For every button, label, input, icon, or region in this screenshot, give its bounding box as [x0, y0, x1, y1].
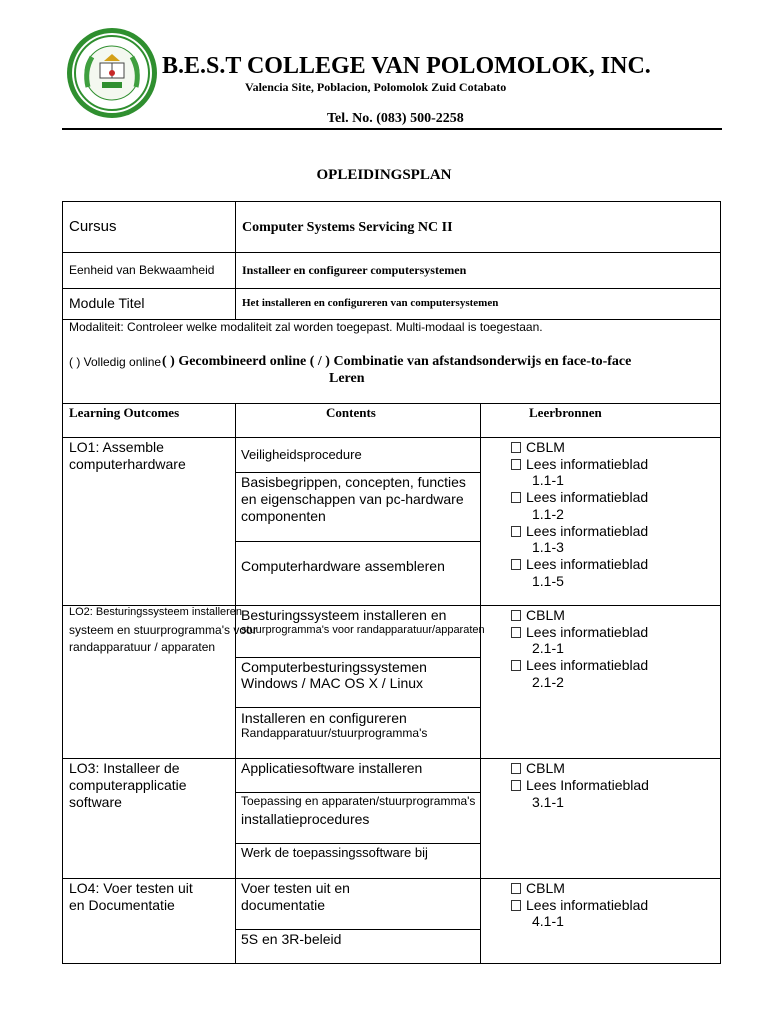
header-learning-outcomes: Learning Outcomes: [69, 405, 180, 420]
content-divider: [235, 792, 481, 793]
course-value: Computer Systems Servicing NC II: [242, 220, 453, 235]
checkbox-icon: [511, 610, 521, 621]
lo2-outcome: systeem en stuurprogramma's voor: [69, 623, 257, 637]
lo3-resource: Lees Informatieblad: [511, 777, 649, 794]
lo4-resource-number: 4.1-1: [532, 913, 564, 929]
row-divider: [62, 758, 721, 759]
lo3-content: Applicatiesoftware installeren: [241, 760, 423, 776]
unit-value: Installeer en configureer computersystemen: [242, 263, 467, 277]
checkbox-icon: [511, 763, 521, 774]
row-divider: [62, 288, 721, 289]
lo2-content: Randapparatuur/stuurprogramma's: [241, 726, 428, 740]
lo1-content: en eigenschappen van pc-hardware: [241, 491, 464, 507]
lo4-outcome: LO4: Voer testen uit: [69, 880, 193, 896]
lo1-content: Basisbegrippen, concepten, functies: [241, 474, 466, 490]
lo1-resource: Lees informatieblad: [511, 489, 648, 506]
lo1-content: Veiligheidsprocedure: [241, 447, 362, 462]
lo1-resource-number: 1.1-3: [532, 539, 564, 555]
lo3-outcome: computerapplicatie: [69, 777, 187, 793]
lo3-content: installatieprocedures: [241, 811, 370, 827]
content-divider: [235, 707, 481, 708]
content-divider: [235, 843, 481, 844]
column-divider: [235, 403, 236, 964]
lo3-resource: CBLM: [511, 760, 565, 777]
content-divider: [235, 472, 481, 473]
checkbox-icon: [511, 459, 521, 470]
lo4-outcome: en Documentatie: [69, 897, 175, 913]
lo4-content: 5S en 3R-beleid: [241, 931, 342, 947]
lo3-resource-number: 3.1-1: [532, 794, 564, 810]
modality-option-continuation: Leren: [329, 371, 365, 386]
college-seal-logo: [66, 27, 158, 119]
content-divider: [235, 541, 481, 542]
lo2-content: Besturingssysteem installeren en: [241, 607, 447, 623]
row-divider: [62, 878, 721, 879]
lo1-outcome: computerhardware: [69, 456, 186, 472]
row-divider: [62, 437, 721, 438]
course-label: Cursus: [69, 218, 117, 235]
checkbox-icon: [511, 660, 521, 671]
lo2-content: Windows / MAC OS X / Linux: [241, 675, 424, 691]
lo2-resource: Lees informatieblad: [511, 624, 648, 641]
lo1-content: Computerhardware assembleren: [241, 558, 445, 574]
content-divider: [235, 929, 481, 930]
lo3-content: Werk de toepassingssoftware bij: [241, 845, 428, 860]
lo1-outcome: LO1: Assemble: [69, 439, 164, 455]
header-contents: Contents: [326, 405, 376, 420]
lo1-resource-number: 1.1-1: [532, 472, 564, 488]
lo1-resource: CBLM: [511, 439, 565, 456]
school-address: Valencia Site, Poblacion, Polomolok Zuid Cotabato: [245, 80, 507, 94]
lo2-resource-number: 2.1-2: [532, 674, 564, 690]
modality-option-blended: ( ) Gecombineerd online ( / ) Combinatie van afstandsonderwijs en face-to-face: [162, 354, 632, 369]
column-divider: [480, 403, 481, 964]
lo1-resource: Lees informatieblad: [511, 556, 648, 573]
content-divider: [235, 657, 481, 658]
lo1-content: componenten: [241, 508, 326, 524]
header-resources: Leerbronnen: [529, 405, 602, 420]
school-telephone: Tel. No. (083) 500-2258: [327, 111, 464, 126]
lo4-content: documentatie: [241, 897, 326, 913]
modality-note: Modaliteit: Controleer welke modaliteit zal worden toegepast. Multi-modaal is toegestaan.: [69, 320, 543, 334]
table-border-left: [62, 201, 63, 964]
lo1-resource: Lees informatieblad: [511, 523, 648, 540]
school-name: B.E.S.T COLLEGE VAN POLOMOLOK, INC.: [162, 53, 651, 79]
lo1-resource-number: 1.1-2: [532, 506, 564, 522]
table-border-top: [62, 201, 721, 202]
unit-label: Eenheid van Bekwaamheid: [69, 263, 215, 277]
row-divider: [62, 252, 721, 253]
lo3-outcome: software: [69, 794, 122, 810]
modality-option-fully-online: ( ) Volledig online: [69, 355, 162, 369]
header-divider: [62, 128, 722, 130]
lo1-resource-number: 1.1-5: [532, 573, 564, 589]
checkbox-icon: [511, 900, 521, 911]
lo2-content: Installeren en configureren: [241, 710, 407, 726]
document-title: OPLEIDINGSPLAN: [316, 167, 452, 183]
lo2-content: stuurprogramma's voor randapparatuur/apparaten: [241, 624, 485, 636]
lo2-resource: CBLM: [511, 607, 565, 624]
table-border-right: [720, 201, 721, 964]
module-label: Module Titel: [69, 295, 145, 311]
lo2-content: Computerbesturingssystemen: [241, 659, 427, 675]
lo2-outcome: randapparatuur / apparaten: [69, 640, 216, 654]
lo1-resource: Lees informatieblad: [511, 456, 648, 473]
row-divider: [62, 403, 721, 404]
checkbox-icon: [511, 627, 521, 638]
table-border-bottom: [62, 963, 721, 964]
lo2-resource: Lees informatieblad: [511, 657, 648, 674]
lo4-content: Voer testen uit en: [241, 880, 350, 896]
lo2-resource-number: 2.1-1: [532, 640, 564, 656]
lo4-resource: CBLM: [511, 880, 565, 897]
lo3-outcome: LO3: Installeer de: [69, 760, 180, 776]
lo2-outcome: LO2: Besturingssysteem installeren: [69, 606, 243, 618]
lo4-resource: Lees informatieblad: [511, 897, 648, 914]
checkbox-icon: [511, 526, 521, 537]
checkbox-icon: [511, 780, 521, 791]
column-divider: [235, 201, 236, 319]
checkbox-icon: [511, 883, 521, 894]
lo3-content: Toepassing en apparaten/stuurprogramma's: [241, 794, 476, 808]
checkbox-icon: [511, 559, 521, 570]
module-value: Het installeren en configureren van computersystemen: [242, 297, 499, 309]
checkbox-icon: [511, 492, 521, 503]
checkbox-icon: [511, 442, 521, 453]
